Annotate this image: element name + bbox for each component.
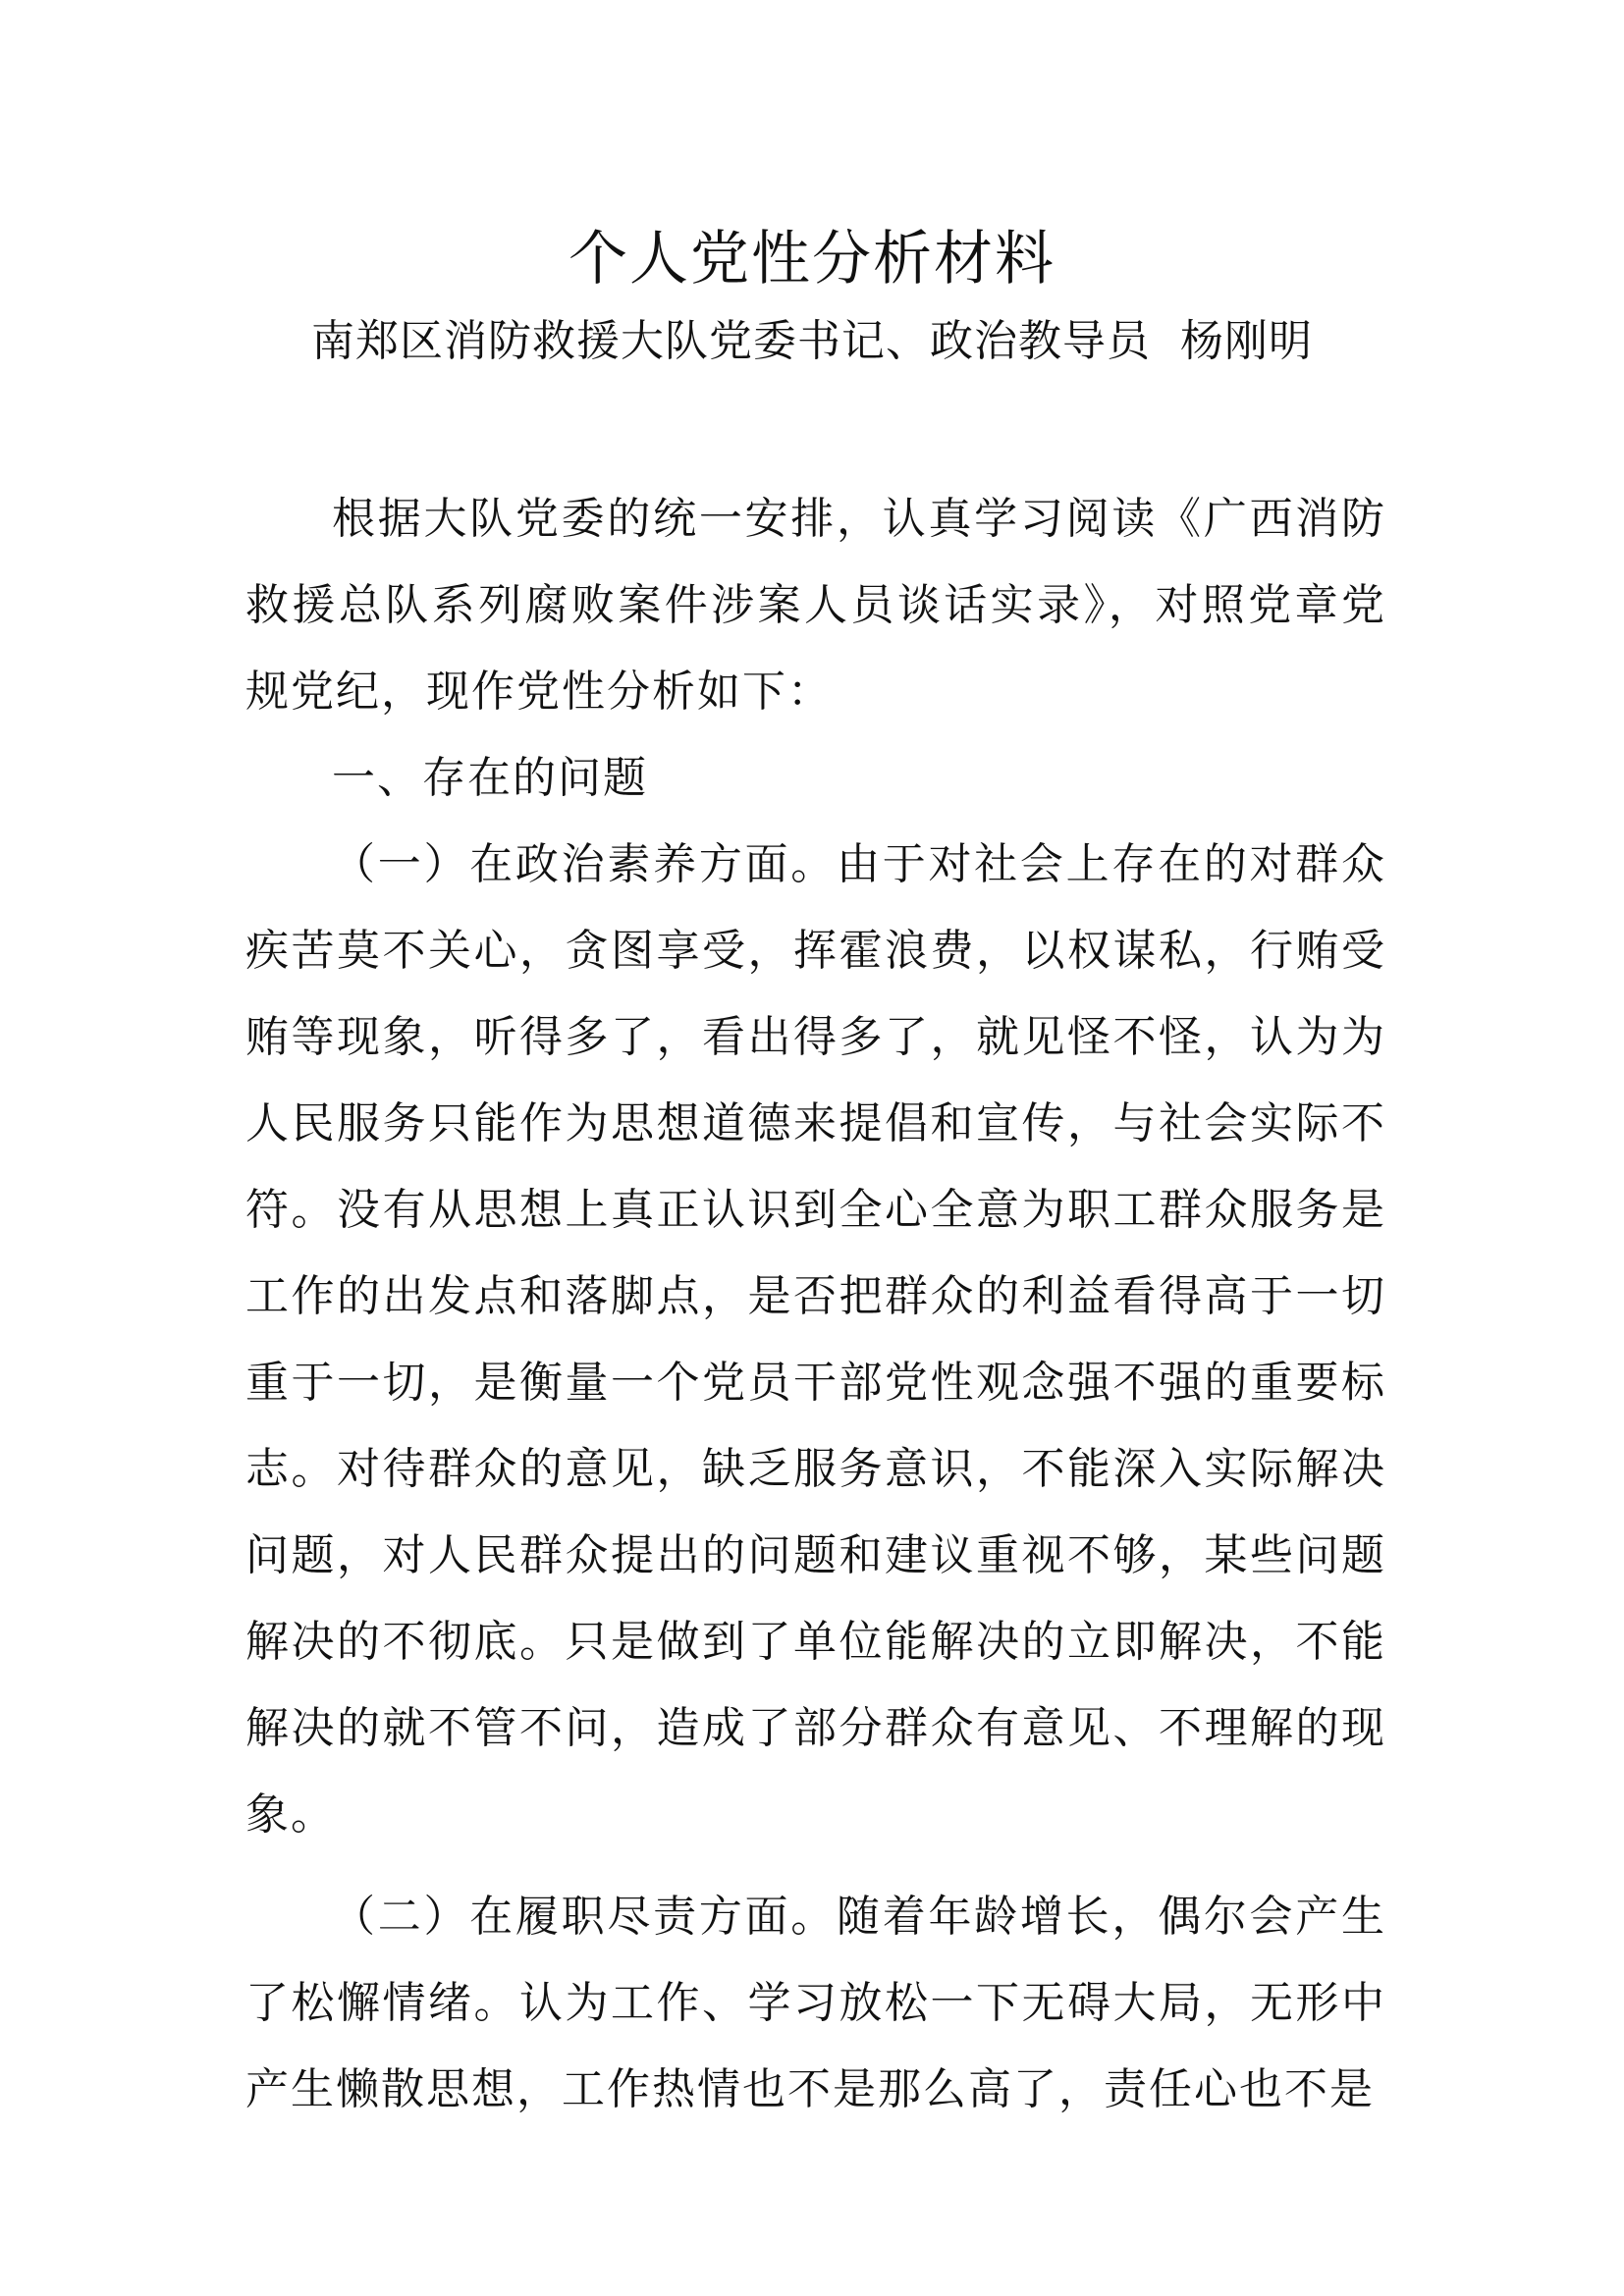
item-two-paragraph: （二）在履职尽责方面。随着年龄增长，偶尔会产生了松懈情绪。认为工作、学习放松一下无碍大局，无形中产生懒散思想，工作热情也不是那么高了，责任心也不是: [245, 1892, 1386, 2114]
section-one-heading: 一、存在的问题: [332, 753, 648, 803]
item-one-paragraph: （一）在政治素养方面。由于对社会上存在的对群众疾苦莫不关心，贪图享受，挥霍浪费，以权谋私，行贿受贿等现象，听得多了，看出得多了，就见怪不怪，认为为人民服务只能作为思想道德来提倡和宣传，与社会实际不符。没有从思想上真正认识到全心全意为职工群众服务是工作的出发点和落脚点，是否把群众的利益看得高于一切重于一切，是衡量一个党员干部党性观念强不强的重要标志。对待群众的意见，缺乏服务意识，不能深入实际解决问题，对人民群众提出的问题和建议重视不够，某些问题解决的不彻底。只是做到了单位能解决的立即解决，不能解决的就不管不问，造成了部分群众有意见、不理解的现象。: [245, 839, 1386, 1840]
document-subtitle: 南郑区消防救援大队党委书记、政治教导员 杨刚明: [311, 316, 1313, 366]
document-title: 个人党性分析材料: [568, 225, 1056, 294]
intro-paragraph: 根据大队党委的统一安排，认真学习阅读《广西消防救援总队系列腐败案件涉案人员谈话实录》，对照党章党规党纪，现作党性分析如下：: [245, 494, 1386, 717]
document-body: [245, 476, 1386, 2133]
